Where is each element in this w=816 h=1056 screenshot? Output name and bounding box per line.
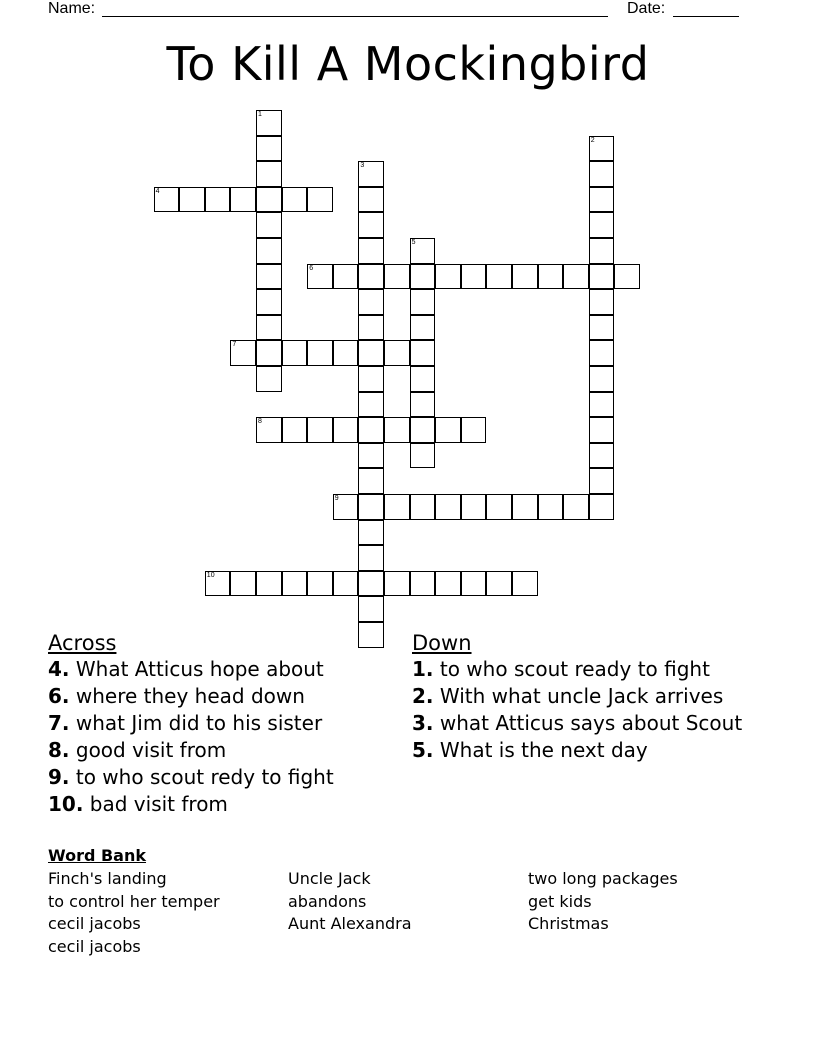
clue-across-9 [48, 766, 388, 789]
crossword-cell[interactable] [410, 366, 436, 392]
clue-number: 10. [48, 792, 84, 816]
crossword-cell[interactable] [358, 468, 384, 494]
crossword-cell[interactable] [589, 136, 615, 162]
crossword-cell[interactable] [282, 571, 308, 597]
cell-number: 5 [411, 239, 416, 246]
crossword-cell[interactable] [358, 366, 384, 392]
crossword-cell[interactable] [256, 417, 282, 443]
crossword-cell[interactable] [307, 340, 333, 366]
clue-number: 7. [48, 711, 70, 735]
cell-number: 8 [258, 418, 262, 426]
crossword-cell[interactable] [461, 494, 487, 520]
crossword-cell[interactable] [589, 289, 615, 315]
down-clues [412, 630, 762, 766]
clue-number: 9. [48, 765, 70, 789]
crossword-cell[interactable] [435, 571, 461, 597]
word-bank-entry: Finch's landing [48, 869, 167, 888]
clue-number: 1. [412, 657, 434, 681]
crossword-cell[interactable] [282, 417, 308, 443]
word-bank-entry: Uncle Jack [288, 869, 371, 888]
word-bank-entry: abandons [288, 891, 367, 911]
crossword-cell[interactable] [384, 264, 410, 290]
crossword-cell[interactable] [256, 315, 282, 341]
crossword-cell[interactable] [384, 340, 410, 366]
crossword-cell[interactable] [230, 340, 256, 366]
crossword-cell[interactable] [256, 264, 282, 290]
clue-number: 3. [412, 711, 434, 735]
crossword-cell[interactable] [410, 392, 436, 418]
clue-across-6 [48, 685, 388, 708]
crossword-cell[interactable] [589, 315, 615, 341]
crossword-cell[interactable] [589, 366, 615, 392]
crossword-cell[interactable] [563, 264, 589, 290]
clue-text: bad visit from [89, 792, 228, 816]
crossword-cell[interactable] [154, 187, 180, 213]
word-bank-column-3 [528, 868, 678, 936]
crossword-cell[interactable] [410, 340, 436, 366]
crossword-cell[interactable] [589, 494, 615, 520]
clue-across-10 [48, 793, 388, 816]
crossword-cell[interactable] [486, 264, 512, 290]
crossword-cell[interactable] [256, 187, 282, 213]
crossword-cell[interactable] [256, 110, 282, 136]
cell-number: 9 [334, 495, 339, 502]
word-bank-entry: to control her temper [48, 891, 220, 911]
crossword-cell[interactable] [358, 545, 384, 571]
crossword-cell[interactable] [358, 289, 384, 315]
crossword-cell[interactable] [256, 161, 282, 187]
crossword-cell[interactable] [589, 443, 615, 469]
crossword-cell[interactable] [256, 366, 282, 392]
word-bank-entry: cecil jacobs [48, 936, 141, 956]
clue-number: 8. [48, 738, 70, 762]
clue-down-2 [412, 685, 762, 708]
cell-number: 7 [232, 341, 237, 349]
crossword-cell[interactable] [384, 494, 410, 520]
crossword-cell[interactable] [410, 289, 436, 315]
crossword-cell[interactable] [512, 571, 538, 597]
crossword-cell[interactable] [512, 264, 538, 290]
crossword-cell[interactable] [358, 264, 384, 290]
word-bank-entry: Christmas [528, 914, 609, 933]
crossword-cell[interactable] [435, 264, 461, 290]
crossword-cell[interactable] [282, 340, 308, 366]
clue-number: 5. [412, 738, 434, 762]
crossword-cell[interactable] [256, 340, 282, 366]
across-clues [48, 630, 388, 820]
crossword-cell[interactable] [589, 468, 615, 494]
crossword-cell[interactable] [205, 571, 231, 597]
crossword-cell[interactable] [486, 494, 512, 520]
clue-down-5 [412, 739, 762, 762]
crossword-cell[interactable] [410, 571, 436, 597]
crossword-cell[interactable] [461, 571, 487, 597]
crossword-cell[interactable] [589, 212, 615, 238]
crossword-cell[interactable] [333, 571, 359, 597]
crossword-cell[interactable] [410, 417, 436, 443]
date-label: Date: [627, 0, 666, 17]
crossword-cell[interactable] [589, 417, 615, 443]
clue-text: what Jim did to his sister [75, 711, 323, 735]
crossword-cell[interactable] [614, 264, 640, 290]
crossword-cell[interactable] [333, 417, 359, 443]
cell-number: 6 [309, 264, 314, 272]
crossword-cell[interactable] [410, 315, 436, 341]
crossword-cell[interactable] [358, 571, 384, 597]
crossword-cell[interactable] [307, 187, 333, 213]
crossword-cell[interactable] [256, 136, 282, 162]
word-bank-heading: Word Bank [48, 846, 147, 865]
word-bank-entry: get kids [528, 891, 592, 911]
crossword-cell[interactable] [589, 340, 615, 366]
crossword-cell[interactable] [589, 187, 615, 213]
crossword-cell[interactable] [358, 443, 384, 469]
clue-number: 4. [48, 657, 70, 681]
clue-across-8 [48, 739, 388, 762]
clue-text: to who scout redy to fight [75, 765, 334, 789]
cell-number: 10 [206, 571, 215, 579]
clue-text: to who scout ready to fight [439, 657, 710, 681]
clue-across-4 [48, 658, 388, 681]
crossword-cell[interactable] [461, 417, 487, 443]
crossword-cell[interactable] [486, 571, 512, 597]
crossword-cell[interactable] [230, 187, 256, 213]
word-bank [48, 846, 768, 956]
crossword-cell[interactable] [589, 161, 615, 187]
crossword-cell[interactable] [307, 264, 333, 290]
clue-across-7 [48, 712, 388, 735]
crossword-cell[interactable] [410, 443, 436, 469]
crossword-cell[interactable] [256, 571, 282, 597]
clue-down-3 [412, 712, 762, 735]
crossword-cell[interactable] [410, 238, 436, 264]
crossword-cell[interactable] [358, 596, 384, 622]
crossword-cell[interactable] [282, 187, 308, 213]
word-bank-entry: Aunt Alexandra [288, 914, 412, 933]
clue-text: With what uncle Jack arrives [439, 684, 724, 708]
crossword-cell[interactable] [307, 417, 333, 443]
crossword-cell[interactable] [563, 494, 589, 520]
name-label: Name: [48, 0, 96, 17]
crossword-cell[interactable] [358, 520, 384, 546]
cell-number: 1 [258, 111, 262, 118]
crossword-cell[interactable] [410, 264, 436, 290]
across-heading: Across [48, 631, 117, 655]
word-bank-column-1 [48, 868, 220, 958]
crossword-cell[interactable] [410, 494, 436, 520]
crossword-cell[interactable] [333, 340, 359, 366]
clue-text: What is the next day [439, 738, 648, 762]
clue-text: where they head down [75, 684, 305, 708]
crossword-cell[interactable] [589, 264, 615, 290]
crossword-cell[interactable] [358, 187, 384, 213]
word-bank-entry: two long packages [528, 869, 678, 888]
crossword-cell[interactable] [512, 494, 538, 520]
crossword-cell[interactable] [384, 571, 410, 597]
crossword-cell[interactable] [358, 494, 384, 520]
crossword-cell[interactable] [358, 392, 384, 418]
crossword-cell[interactable] [256, 238, 282, 264]
cell-number: 3 [360, 162, 365, 170]
crossword-cell[interactable] [230, 571, 256, 597]
cell-number: 2 [590, 136, 595, 144]
crossword-cell[interactable] [358, 315, 384, 341]
crossword-cell[interactable] [589, 238, 615, 264]
clue-text: good visit from [75, 738, 227, 762]
crossword-cell[interactable] [333, 494, 359, 520]
crossword-cell[interactable] [307, 571, 333, 597]
word-bank-column-2 [288, 868, 412, 936]
crossword-cell[interactable] [256, 212, 282, 238]
crossword-cell[interactable] [538, 264, 564, 290]
crossword-cell[interactable] [384, 417, 410, 443]
crossword-cell[interactable] [358, 212, 384, 238]
page-title: To Kill A Mockingbird [166, 37, 650, 91]
crossword-cell[interactable] [256, 289, 282, 315]
crossword-cell[interactable] [538, 494, 564, 520]
clue-down-1 [412, 658, 762, 681]
crossword-cell[interactable] [358, 161, 384, 187]
crossword-cell[interactable] [435, 417, 461, 443]
crossword-cell[interactable] [358, 340, 384, 366]
clue-text: what Atticus says about Scout [439, 711, 743, 735]
clue-number: 6. [48, 684, 70, 708]
down-heading: Down [412, 631, 472, 655]
crossword-cell[interactable] [333, 264, 359, 290]
crossword-cell[interactable] [358, 238, 384, 264]
crossword-cell[interactable] [179, 187, 205, 213]
crossword-cell[interactable] [461, 264, 487, 290]
clue-text: What Atticus hope about [75, 657, 324, 681]
word-bank-entry: cecil jacobs [48, 914, 141, 933]
clue-number: 2. [412, 684, 434, 708]
crossword-cell[interactable] [435, 494, 461, 520]
cell-number: 4 [155, 187, 160, 195]
crossword-cell[interactable] [205, 187, 231, 213]
crossword-cell[interactable] [589, 392, 615, 418]
crossword-cell[interactable] [358, 417, 384, 443]
